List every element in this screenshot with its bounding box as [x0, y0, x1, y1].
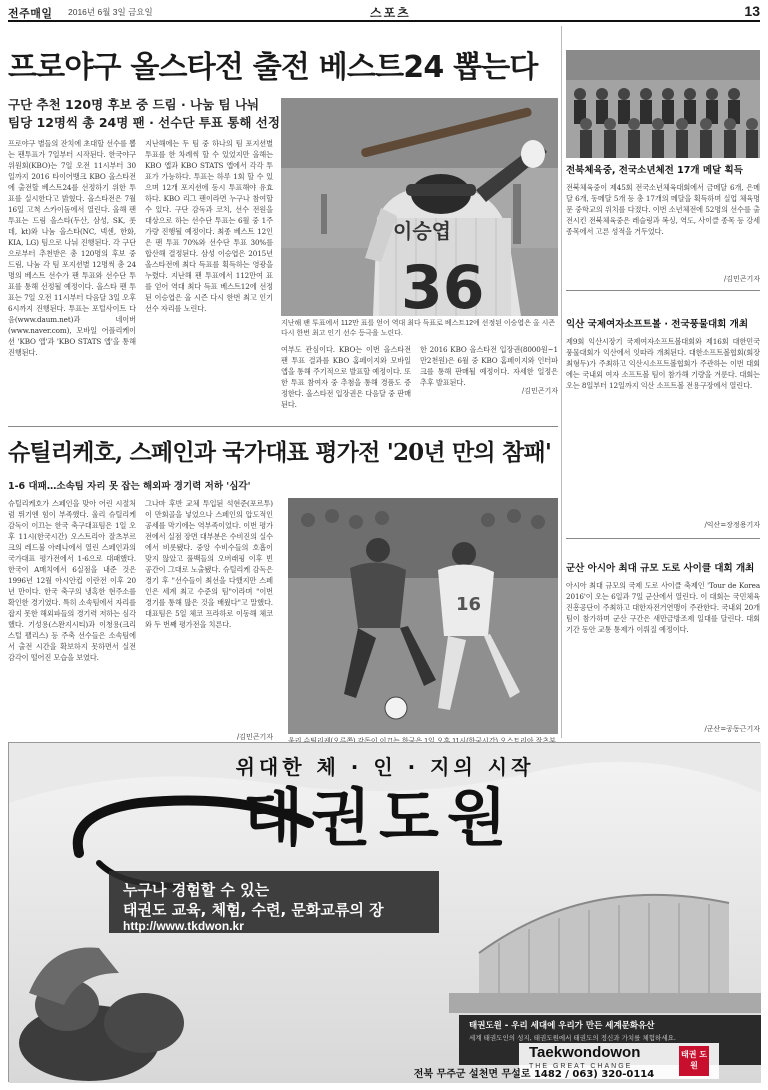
ad-brand-calligraphy: 태권도원	[243, 781, 515, 854]
soccer-jersey-number: 16	[456, 594, 482, 615]
ad-logo-subtitle: THE GREAT CHANGE	[529, 1063, 633, 1070]
ad-url-link[interactable]: http://www.tkdwon.kr	[123, 919, 244, 933]
sidebar-item2-byline: /익산=장정용기자	[704, 521, 760, 529]
story1-subhead-2: 팀당 12명씩 총 24명 팬 · 선수단 투표 통해 선정	[8, 115, 280, 130]
sidebar-divider-2	[566, 538, 760, 539]
story2-byline: /김민곤기자	[236, 733, 273, 741]
sidebar-item1-body: 전북체육중이 제45회 전국소년체육대회에서 금메달 6개, 은메달 6개, 동메달 5개 등 총 17개의 메달을 획득하며 실업 체육명문 중학교의 위치를 다졌다. 이번 소년체전에 52명의 선수를 출전시킨 전북체육중은 레슬링과 복싱, 역도, 사이클 종목 등 강세 종목에서 고른 성적을 거두었다.	[566, 183, 760, 236]
story2-column-1: 슈틸리케호가 스페인을 맞아 어린 시절처럼 뛰기엔 힘이 부족했다. 울리 슈틸리케 감독이 이끄는 한국 축구대표팀은 1일 오후 11시(한국시간) 오스트리아 잘츠부르크의 레드불 아레나에서 열린 스페인과의 국가대표 평가전에서 1-6으로 대패했다. 한국이 A매치에서 6실점을 내준 것은 1996년 12월 아시안컵 이란전 이후 20년 만이다. 한국 축구의 냉혹한 현주소를 확인한 경기였다. 특히 소속팀에서 자리를 잡지 못한 해외파들의 경기력 저하는 심각했다. 기성용(스완지시티)과 이청용(크리스털 팰리스) 등 주축 선수들은 소속팀에서 출전 시간을 확보하지 못하면서 실전 감각이 떨어진 모습을 보였다.	[8, 499, 136, 662]
baseball-player-photo	[281, 98, 558, 323]
issue-date: 2016년 6월 3일 금요일	[68, 7, 153, 17]
story2-subhead: 1-6 대패…소속팀 자리 못 잡는 해외파 경기력 저하 '심각'	[8, 481, 251, 492]
story2-column-2: 그나마 후반 교체 투입된 석현준(포르투)이 만회골을 넣었으나 스페인의 압도적인 공세를 막기에는 역부족이었다. 이번 평가전에서 실점 장면 대부분은 수비진의 실수에서 비롯됐다. 중앙 수비수들의 호흡이 맞지 않았고 풀백들의 오버래핑 이후 빈 공간이 그대로 노출됐다. 슈틸리케 감독은 경기 후 "선수들이 최선을 다했지만 스페인은 세계 최고 수준의 팀"이라며 "이번 경기를 통해 많은 것을 배웠다"고 말했다. 대표팀은 5일 체코 프라하로 이동해 체코와 두 번째 평가전을 치른다.	[145, 499, 273, 629]
ad-panel-text: 세계 태권도인의 성지, 태권도원에서 태권도의 정신과 가치를 체험하세요.	[469, 1034, 676, 1042]
sidebar-item3-byline: /군산=공동근기자	[704, 725, 760, 733]
story1-byline: /김민곤기자	[521, 387, 558, 395]
taekwondowon-advertisement[interactable]	[8, 742, 760, 1082]
sidebar	[566, 26, 760, 738]
soccer-match-photo	[288, 498, 558, 734]
sidebar-item2-body: 제9회 익산시장기 국제여자소프트볼대회와 제16회 대한민국 풍물대회가 익산에서 잇따라 개최된다. 대한소프트볼협회(회장 최형두)가 주최하고 익산시소프트볼협회가 주관하는 이번 대회에는 국내외 여자 소프트볼 팀이 참가해 기량을 겨룬다. 대회는 오는 8일부터 12일까지 익산 소프트볼 전용구장에서 열린다.	[566, 337, 760, 390]
section-title: 스포츠	[370, 6, 411, 20]
story1-photo-caption: 지난해 팬 투표에서 112만 표를 얻어 역대 최다 득표로 베스트12에 선정된 이승엽은 올 시즌 다시 한번 최고 인기 선수 등극을 노린다.	[281, 320, 556, 337]
jersey-number: 36	[401, 253, 485, 323]
newspaper-name: 전주매일	[8, 8, 53, 20]
story1-continuation-2: 한 2016 KBO 올스타전 입장권(8000원~1만2천원)은 6월 중 KBO 홈페이지와 인터파크를 통해 판매될 예정이다. 자세한 일정은 추후 발표된다.	[420, 345, 558, 387]
sidebar-item3-body: 아시아 최대 규모의 국제 도로 사이클 축제인 'Tour de Korea 2016'이 오는 6일과 7일 군산에서 열린다. 이 대회는 국민체육진흥공단이 주최하고 대한자전거연맹이 주관한다. 국내외 20개 팀이 참가하며 군산 구간은 새만금방조제 일대를 달린다. 대회 기간 동안 교통 통제가 이뤄질 예정이다.	[566, 581, 760, 634]
sidebar-item2-title: 익산 국제여자소프트볼 · 전국풍물대회 개최	[566, 319, 749, 330]
story-divider	[8, 426, 558, 427]
team-group-photo	[566, 50, 760, 158]
story1-column-1: 프로야구 별들의 잔치에 초대할 선수를 뽑는 팬투표가 7일부터 시작된다. 한국야구위원회(KBO)는 7일 오전 11시부터 30일까지 2016 타이어뱅크 KBO 올스타전에 출전할 베스트24를 선정하기 위한 투표를 실시한다고 밝혔다. 올스타전은 7월 16일 고척 스카이돔에서 열린다. 올해 팬투표는 드림 올스타(두산, 삼성, SK, 롯데, kt)와 나눔 올스타(NC, 넥센, 한화, KIA, LG) 팀으로 나눠 진행된다. 각 구단으로부터 추천받은 총 120명의 후보 중 드림, 나눔 각 팀 포지션별 12명씩 총 24명의 베스트 선수가 팬 투표와 선수단 투표를 통해 선정될 예정이다. 올스타 팬 투표는 7일 오전 11시부터 다음달 3일 오후 6시까지 진행된다. 투표는 포털사이트 다음(www.daum.net)과 네이버(www.naver.com), 모바일 어플리케이션 'KBO 앱'과 'KBO STATS 앱'을 통해 진행된다.	[8, 139, 136, 357]
main-column	[8, 26, 558, 741]
story1-column-2: 지난해에는 두 팀 중 하나의 팀 포지션별 투표를 한 차례씩 할 수 있었지만 올해는 KBO 앱과 KBO STATS 앱에서 각각 투표가 가능하다. 투표는 하루 1회 할 수 있으며 12개 포지션에 동시 투표해야 유효하다. KBO 리그 팬이라면 누구나 참여할 수 있다. 구단 감독과 코치, 선수 전원을 대상으로 하는 선수단 투표는 6월 중 1주 가량 진행될 예정이다. 최종 베스트 12인은 팬 투표 70%와 선수단 투표 30%를 합산해 결정된다. 삼성 이승엽은 2015년 올스타전에 최다 득표를 획득하는 영광을 누렸다. 지난해 팬 투표에서 112만여 표를 얻어 역대 최다 득표 베스트12에 선정된 이승엽은 올 시즌 다시 한번 최고 인기 선수 자리를 노린다.	[145, 139, 273, 313]
ad-panel-title: 태권도원 - 우리 세대에 우리가 만든 세계문화유산	[469, 1021, 655, 1031]
jersey-name: 이승엽	[393, 219, 451, 243]
story1-headline: 프로야구 올스타전 출전 베스트24 뽑는다	[8, 50, 538, 85]
ad-logo-badge: 태권 도원	[681, 1050, 707, 1070]
sidebar-item1-title: 전북체육중, 전국소년체전 17개 메달 획득	[566, 165, 743, 176]
story1-subhead-1: 구단 추천 120명 후보 중 드림 · 나눔 팀 나눠	[8, 97, 260, 112]
column-divider	[561, 26, 562, 738]
ad-slogan-line2: 태권도 교육, 체험, 수련, 문화교류의 장	[123, 901, 384, 919]
sidebar-divider-1	[566, 290, 760, 291]
ad-tagline: 위대한 체 · 인 · 지의 시작	[235, 755, 535, 779]
sidebar-item3-title: 군산 아시아 최대 규모 도로 사이클 대회 개최	[566, 563, 755, 574]
ad-logo-wordmark: Taekwondowon	[529, 1044, 641, 1061]
ad-slogan-line1: 누구나 경험할 수 있는	[123, 881, 270, 899]
page-number: 13	[744, 3, 760, 19]
story1-continuation-1: 여부도 관심이다. KBO는 이번 올스타전 팬 투표 결과를 KBO 홈페이지와 모바일 앱을 통해 주기적으로 발표할 예정이다. 또한 투표 참여자 중 추첨을 통해 경품도 증정한다. 올스타전 입장권은 다음달 중 판매된다.	[281, 345, 411, 409]
sidebar-item1-byline: /김민곤기자	[723, 275, 760, 283]
masthead	[8, 4, 760, 22]
ad-address: 전북 무주군 설천면 무설로 1482 / 063) 320-0114	[413, 1069, 655, 1080]
story2-headline: 슈틸리케호, 스페인과 국가대표 평가전 '20년 만의 참패'	[8, 439, 552, 466]
